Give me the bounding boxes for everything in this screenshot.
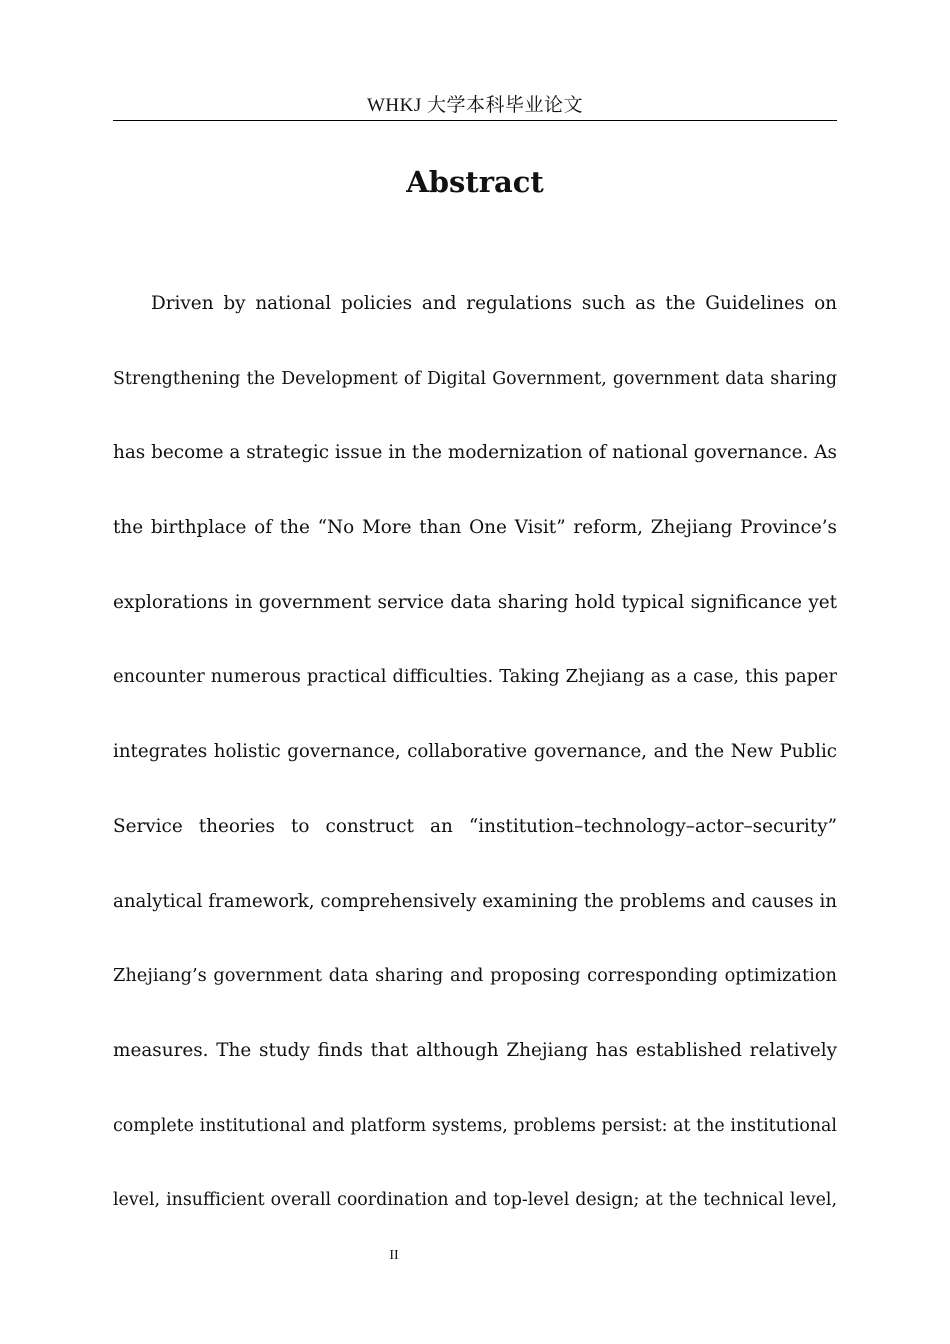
abstract-line: the birthplace of the “No More than One Visit” reform, Zhejiang Province’s bbox=[113, 517, 837, 539]
abstract-line: Service theories to construct an “institution–technology–actor–security” bbox=[113, 815, 837, 837]
abstract-line: integrates holistic governance, collaborative governance, and the New Public bbox=[113, 741, 837, 763]
abstract-line: Strengthening the Development of Digital Government, government data sharing bbox=[113, 368, 837, 389]
abstract-line: Zhejiang’s government data sharing and proposing corresponding optimization bbox=[113, 965, 837, 987]
abstract-line: has become a strategic issue in the modernization of national governance. As bbox=[113, 442, 837, 464]
abstract-line: encounter numerous practical difficulties. Taking Zhejiang as a case, this paper bbox=[113, 666, 837, 688]
abstract-line: measures. The study finds that although Zhejiang has established relatively bbox=[113, 1039, 837, 1061]
abstract-line: complete institutional and platform systems, problems persist: at the institutional bbox=[113, 1115, 837, 1136]
page-title: Abstract bbox=[406, 165, 544, 199]
running-header bbox=[113, 92, 837, 121]
abstract-line: level, insufficient overall coordination and top-level design; at the technical level, bbox=[113, 1190, 837, 1211]
abstract-line: analytical framework, comprehensively examining the problems and causes in bbox=[113, 890, 837, 912]
abstract-line: explorations in government service data sharing hold typical significance yet bbox=[113, 591, 837, 613]
abstract-body bbox=[113, 267, 837, 1238]
page-number: II bbox=[389, 1248, 399, 1263]
abstract-line: Driven by national policies and regulations such as the Guidelines on bbox=[151, 293, 837, 314]
running-header-title: WHKJ 大学本科毕业论文 bbox=[366, 95, 584, 116]
